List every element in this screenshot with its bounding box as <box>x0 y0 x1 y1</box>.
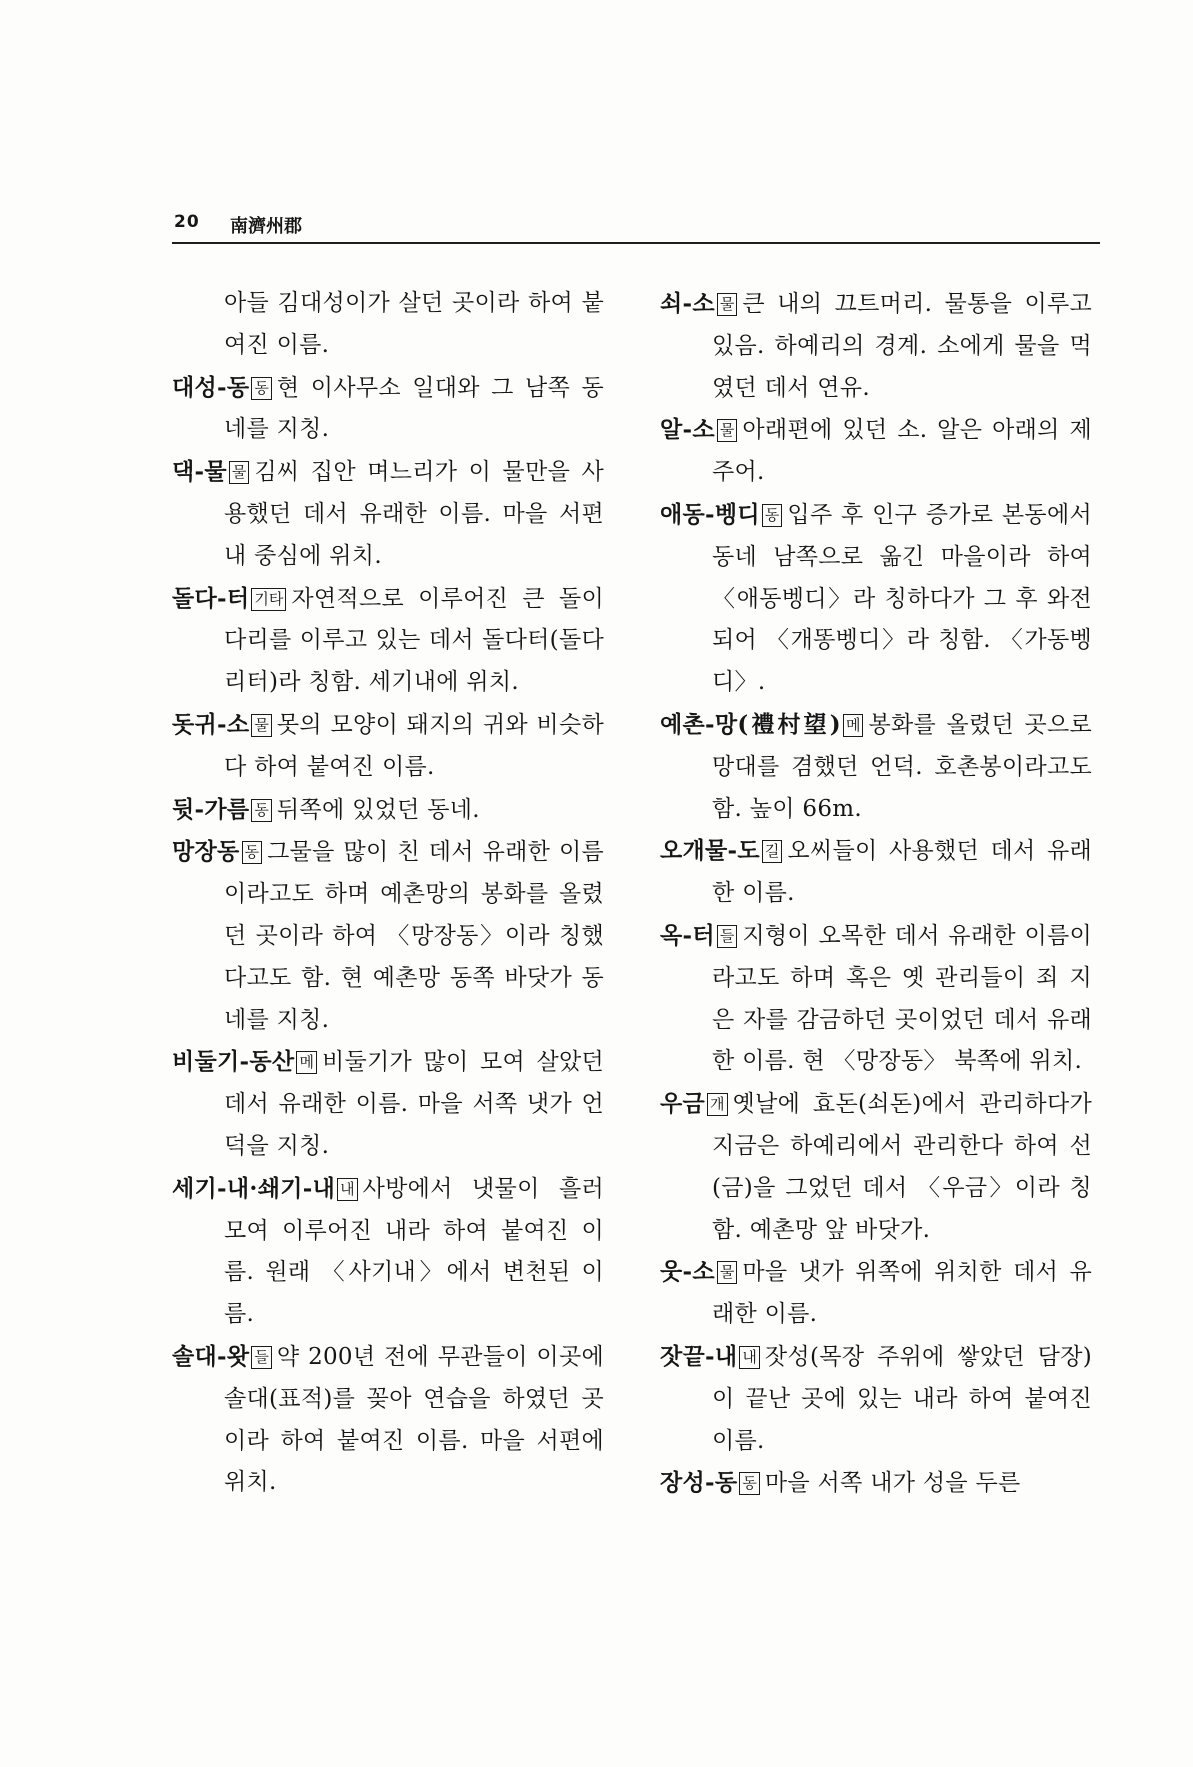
dictionary-entry <box>660 915 1092 1083</box>
entry-headword: 오개물-도 <box>660 837 760 865</box>
entry-text: 지형이 오목한 데서 유래한 이름이라고도 하며 혹은 옛 관리들이 죄 지은 자를 감금하던 곳이었던 데서 유래한 이름. 현 〈망장동〉 북쪽에 위치. <box>712 922 1092 1075</box>
entry-headword: 뒷-가름 <box>172 795 250 823</box>
dictionary-entry <box>660 1083 1092 1251</box>
entry-text: 입주 후 인구 증가로 본동에서 동네 남쪽으로 옮긴 마을이라 하여 〈애동벵디〉라 칭하다가 그 후 와전되어 〈개똥벵디〉라 칭함. 〈가동벵디〉. <box>712 501 1092 696</box>
entry-type-badge: 메 <box>296 1051 317 1074</box>
entry-text: 큰 내의 끄트머리. 물통을 이루고 있음. 하예리의 경계. 소에게 물을 먹였던 데서 연유. <box>712 291 1092 401</box>
entry-headword: 웃-소 <box>660 1258 715 1286</box>
entry-text: 마을 서쪽 내가 성을 두른 <box>764 1470 1021 1497</box>
dictionary-entry <box>172 831 604 1041</box>
entry-headword: 알-소 <box>660 416 715 444</box>
dictionary-entry <box>172 367 604 452</box>
entry-type-badge: 개 <box>707 1093 728 1116</box>
page-header <box>172 208 1100 244</box>
dictionary-entry <box>660 409 1092 494</box>
entry-type-badge: 동 <box>739 1472 760 1495</box>
entry-text: 봉화를 올렸던 곳으로 망대를 겸했던 언덕. 호촌봉이라고도 함. 높이 66m. <box>712 711 1092 822</box>
entry-type-badge: 들 <box>717 925 738 948</box>
entry-headword: 세기-내·쇄기-내 <box>172 1174 336 1202</box>
entry-headword: 쇠-소 <box>660 290 715 317</box>
entry-headword: 비둘기-동산 <box>172 1048 295 1076</box>
right-column <box>660 283 1092 1505</box>
entry-headword: 예촌-망(禮村望) <box>660 710 841 738</box>
entry-type-badge: 내 <box>337 1178 358 1201</box>
entry-headword: 잣끝-내 <box>660 1342 738 1370</box>
dictionary-entry <box>172 451 604 577</box>
entry-text: 자연적으로 이루어진 큰 돌이 다리를 이루고 있는 데서 돌다터(돌다리터)라 칭함. 세기내에 위치. <box>224 585 604 696</box>
dictionary-entry <box>660 283 1092 409</box>
entry-text: 마을 냇가 위쪽에 위치한 데서 유래한 이름. <box>712 1259 1092 1328</box>
entry-headword: 솔대-왓 <box>172 1342 250 1370</box>
entry-headword: 댁-물 <box>172 458 227 486</box>
entry-text: 오씨들이 사용했던 데서 유래한 이름. <box>712 838 1092 907</box>
dictionary-entry <box>660 1336 1092 1462</box>
entry-text: 약 200년 전에 무관들이 이곳에 솔대(표적)를 꽂아 연습을 하였던 곳이라 하여 붙여진 이름. 마을 서편에 위치. <box>224 1343 604 1496</box>
continuation-text: 아들 김대성이가 살던 곳이라 하여 붙여진 이름. <box>224 290 604 358</box>
entry-text: 뒤쪽에 있었던 동네. <box>276 796 480 823</box>
entry-text: 사방에서 냇물이 흘러 모여 이루어진 내라 하여 붙여진 이름. 원래 〈사기내〉에서 변천된 이름. <box>224 1175 604 1328</box>
entry-type-badge: 동 <box>762 504 783 527</box>
entry-type-badge: 기타 <box>251 588 286 611</box>
dictionary-entry <box>172 789 604 832</box>
entry-text: 비둘기가 많이 모여 살았던 데서 유래한 이름. 마을 서쪽 냇가 언덕을 지칭. <box>224 1049 604 1159</box>
entry-type-badge: 길 <box>762 840 783 863</box>
dictionary-entry <box>660 1462 1092 1505</box>
entry-text: 잣성(목장 주위에 쌓았던 담장)이 끝난 곳에 있는 내라 하여 붙여진 이름. <box>712 1343 1092 1454</box>
dictionary-entry <box>172 704 604 789</box>
dictionary-entry <box>172 1168 604 1336</box>
dictionary-entry <box>660 830 1092 915</box>
entry-type-badge: 동 <box>242 841 263 864</box>
entry-headword: 돌다-터 <box>172 584 250 612</box>
dictionary-entry <box>660 704 1092 830</box>
entry-type-badge: 동 <box>251 799 272 822</box>
entry-type-badge: 메 <box>843 714 864 737</box>
entry-headword: 돗귀-소 <box>172 710 250 738</box>
entry-headword: 옥-터 <box>660 921 715 949</box>
dictionary-entry <box>660 494 1092 704</box>
entry-text: 김씨 집안 며느리가 이 물만을 사용했던 데서 유래한 이름. 마을 서편 내 중심에 위치. <box>224 459 604 569</box>
entry-type-badge: 동 <box>251 377 272 400</box>
entry-text: 아래편에 있던 소. 알은 아래의 제주어. <box>712 417 1092 486</box>
entry-headword: 애동-벵디 <box>660 500 760 528</box>
entry-headword: 망장동 <box>172 838 240 866</box>
entry-text: 못의 모양이 돼지의 귀와 비슷하다 하여 붙여진 이름. <box>224 711 604 780</box>
entry-headword: 장성-동 <box>660 1469 738 1497</box>
entry-type-badge: 물 <box>717 419 738 442</box>
entry-text: 그물을 많이 친 데서 유래한 이름이라고도 하며 예촌망의 봉화를 올렸던 곳이라 하여 〈망장동〉이라 칭했다고도 함. 현 예촌망 동쪽 바닷가 동네를 지칭. <box>224 839 604 1033</box>
dictionary-entry <box>172 1336 604 1504</box>
entry-type-badge: 물 <box>717 293 738 316</box>
dictionary-entry <box>660 1251 1092 1336</box>
entry-type-badge: 물 <box>251 714 272 737</box>
entry-text: 옛날에 효돈(쇠돈)에서 관리하다가 지금은 하예리에서 관리한다 하여 선(금)을 그었던 데서 〈우금〉이라 칭함. 예촌망 앞 바닷가. <box>712 1091 1092 1243</box>
entry-type-badge: 물 <box>229 461 250 484</box>
entry-type-badge: 들 <box>251 1346 272 1369</box>
page-number: 20 <box>174 212 200 232</box>
entry-type-badge: 내 <box>739 1346 760 1369</box>
entry-text: 현 이사무소 일대와 그 남쪽 동네를 지칭. <box>224 374 604 443</box>
entry-headword: 대성-동 <box>172 373 250 401</box>
dictionary-entry <box>172 1041 604 1167</box>
entry-type-badge: 물 <box>717 1261 738 1284</box>
book-title: 南濟州郡 <box>230 216 302 237</box>
entry-headword: 우금 <box>660 1090 706 1118</box>
left-column <box>172 283 604 1504</box>
dictionary-entry <box>172 578 604 704</box>
